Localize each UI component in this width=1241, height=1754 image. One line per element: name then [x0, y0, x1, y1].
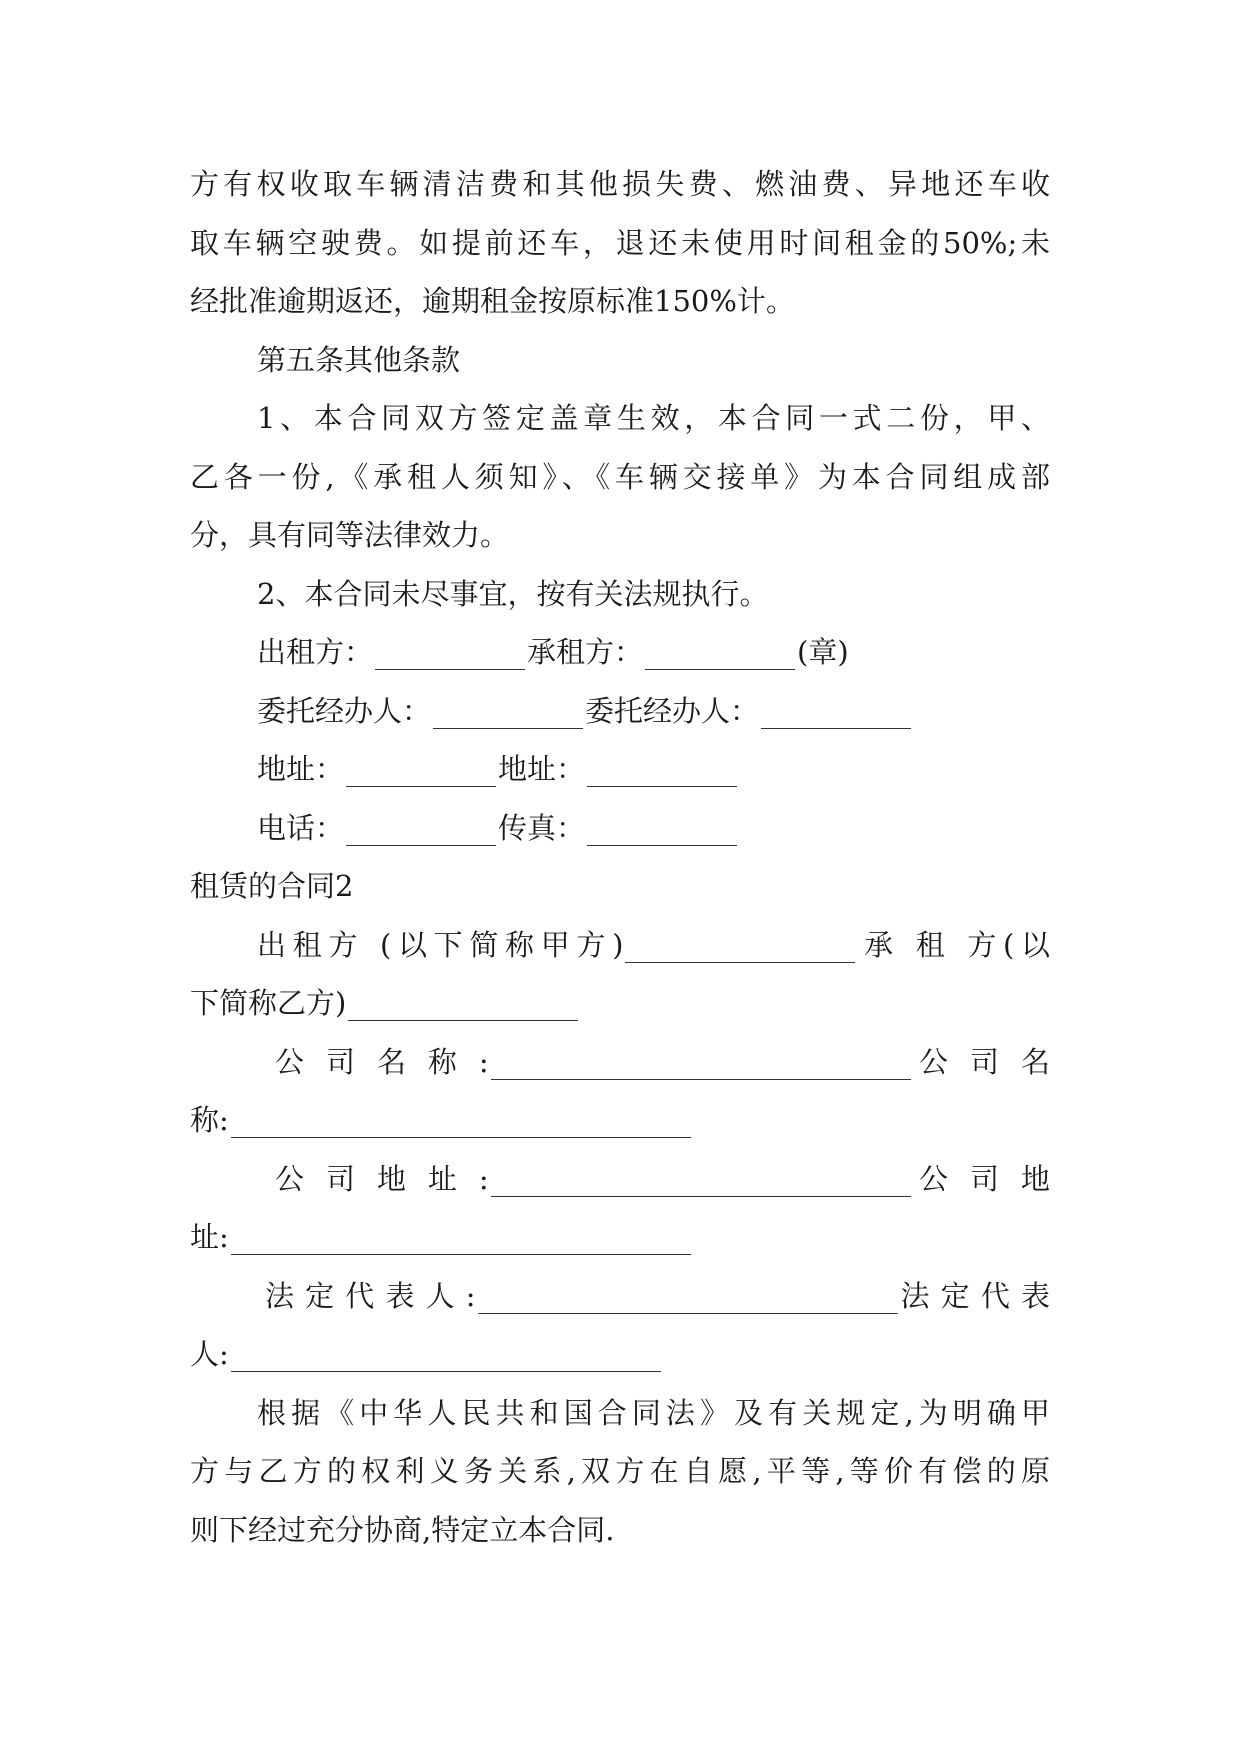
company-address-label: 公 司 地	[912, 1161, 1050, 1196]
fax-label: 传真：	[498, 810, 586, 845]
company-address-line	[190, 1208, 1050, 1267]
text-line: 取车辆空驶费。如提前还车，退还未使用时间租金的50%;未	[190, 225, 1050, 260]
company-name-label: 公 司 名 称 :	[275, 1044, 489, 1079]
agent-label: 委托经办人：	[257, 693, 432, 728]
address-label: 地址：	[498, 752, 586, 786]
text-line: 1、本合同双方签定盖章生效，本合同一式二份，甲、	[257, 401, 1050, 435]
lessee-party-label: 下简称乙方)	[190, 986, 347, 1020]
company-name-blank	[491, 1043, 911, 1080]
parties-line	[190, 916, 1050, 975]
lessor-party-label: 出租方 (以下简称甲方)	[257, 927, 624, 962]
text-line: 乙各一份,《承租人须知》、《车辆交接单》为本合同组成部	[190, 459, 1050, 494]
company-address-line	[190, 1150, 1050, 1209]
lessee-label: 承租方：	[527, 635, 644, 669]
lessee-blank	[645, 633, 795, 670]
article-5-title: 第五条其他条款	[257, 342, 461, 377]
fax-blank	[587, 809, 737, 846]
phone-blank	[346, 809, 496, 846]
lessor-party-blank	[625, 926, 855, 963]
address-label: 地址：	[257, 752, 345, 786]
legal-rep-line	[190, 1267, 1050, 1326]
phone-label: 电话：	[257, 810, 345, 845]
legal-rep-line	[190, 1325, 1050, 1384]
legal-rep-label: 法 定 代 表	[899, 1278, 1050, 1313]
text-line: 根据《中华人民共和国合同法》及有关规定,为明确甲	[257, 1395, 1050, 1430]
text-line: 分，具有同等法律效力。	[190, 518, 510, 552]
signature-row-agent	[190, 682, 1050, 741]
lessor-label: 出租方：	[257, 635, 374, 669]
legal-rep-label: 法 定 代 表 人 :	[265, 1278, 476, 1313]
signature-row-parties	[190, 623, 1050, 682]
company-name-label: 称:	[190, 1103, 229, 1137]
lessor-blank	[375, 633, 525, 670]
lessee-party-label: 承 租 方(以	[857, 927, 1050, 962]
contract-2-title: 租赁的合同2	[190, 869, 354, 903]
company-name-line	[190, 1091, 1050, 1150]
company-address-label: 址:	[190, 1220, 229, 1254]
address-blank	[346, 750, 496, 787]
agent-blank	[433, 692, 583, 729]
address-blank	[587, 750, 737, 787]
company-name-blank	[231, 1101, 691, 1138]
text-line: 则下经过充分协商,特定立本合同.	[190, 1512, 615, 1547]
signature-row-address	[190, 740, 1050, 799]
text-line: 方有权收取车辆清洁费和其他损失费、燃油费、异地还车收	[190, 167, 1050, 201]
text-line: 经批准逾期返还，逾期租金按原标准150%计。	[190, 284, 795, 318]
text-line: 方与乙方的权利义务关系,双方在自愿,平等,等价有偿的原	[190, 1454, 1050, 1488]
legal-rep-blank	[231, 1335, 661, 1372]
legal-rep-blank	[478, 1277, 898, 1314]
parties-line	[190, 974, 1050, 1033]
agent-blank	[761, 692, 911, 729]
document-body	[190, 155, 1050, 1559]
text-line: 2、本合同未尽事宜，按有关法规执行。	[257, 576, 769, 611]
seal-label: (章)	[797, 635, 849, 669]
company-address-label: 公 司 地 址 :	[275, 1161, 489, 1196]
company-name-label: 公 司 名	[912, 1044, 1050, 1079]
lessee-party-blank	[348, 984, 578, 1021]
signature-row-phone	[190, 799, 1050, 858]
legal-rep-label: 人:	[190, 1337, 229, 1371]
company-address-blank	[231, 1218, 691, 1255]
company-name-line	[190, 1033, 1050, 1092]
company-address-blank	[491, 1160, 911, 1197]
agent-label: 委托经办人：	[585, 693, 760, 728]
